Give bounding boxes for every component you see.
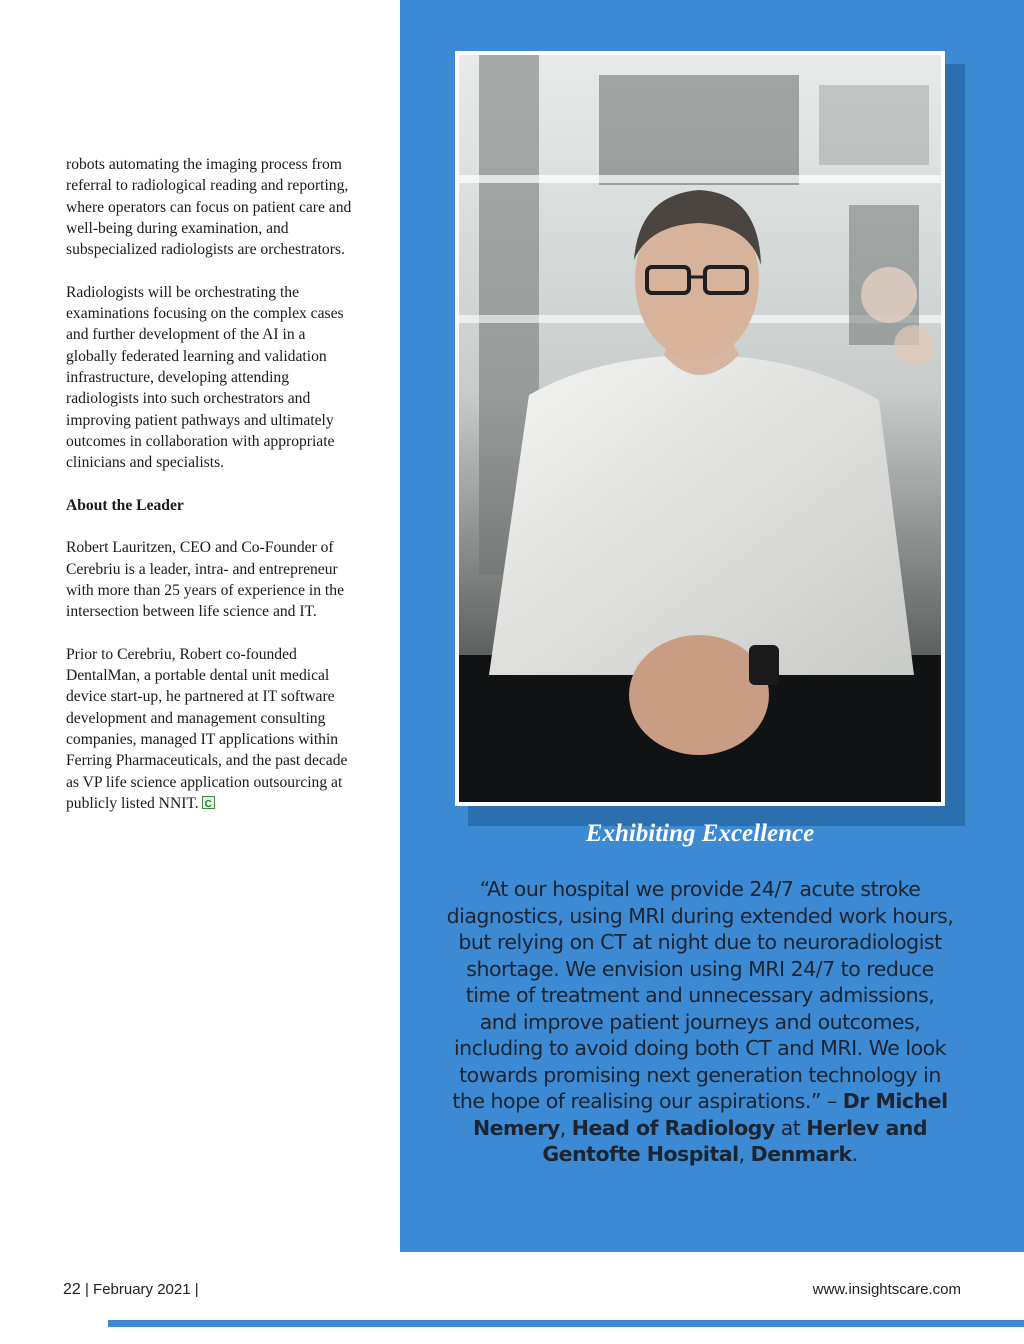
page-number: 22 xyxy=(63,1281,81,1298)
quote-country: Denmark xyxy=(750,1142,852,1166)
end-of-article-icon xyxy=(202,796,215,809)
website-link[interactable]: www.insightscare.com xyxy=(812,1281,961,1298)
footer-bar xyxy=(108,1320,1024,1327)
pull-quote xyxy=(446,876,954,1168)
section-heading: About the Leader xyxy=(66,496,184,514)
sidebar-title: Exhibiting Excellence xyxy=(585,820,815,847)
paragraph: robots automating the imaging process from referral to radiological reading and reporting, where operators can focus on patient care and well-being during examination, and subspecialized radiologists are orchestrators. xyxy=(66,156,352,259)
paragraph: Robert Lauritzen, CEO and Co-Founder of Cerebriu is a leader, intra- and entrepreneur with more than 25 years of experience in the intersection between life science and IT. xyxy=(66,539,344,621)
article-column xyxy=(66,154,358,836)
quote-role: Head of Radiology xyxy=(571,1115,775,1140)
quote-text: “At our hospital we provide 24/7 acute stroke diagnostics, using MRI during extended work hours, but relying on CT at night due to neuroradiologist shortage. We envision using MRI 24/7 to reduce time of treatment and unnecessary admissions, and improve patient journeys and outcomes, including to avoid doing both CT and MRI. We look towards promising next generation technology in the hope of realising our aspirations.” – xyxy=(446,877,954,1113)
footer-page-info xyxy=(63,1281,199,1299)
quote-separator: , xyxy=(559,1115,572,1140)
quote-hospital: Herlev and Gentofte Hospital xyxy=(542,1115,928,1166)
quote-at: at xyxy=(774,1115,807,1140)
portrait-illustration xyxy=(459,55,941,802)
quote-separator: , xyxy=(738,1142,751,1166)
quote-end: . xyxy=(851,1142,858,1166)
portrait-photo xyxy=(459,55,941,802)
portrait-frame xyxy=(455,51,945,806)
quote-speaker: Dr Michel Nemery xyxy=(472,1089,948,1140)
paragraph: Radiologists will be orchestrating the examinations focusing on the complex cases and further development of the AI in a globally federated learning and validation infrastructure, developing attending radiologists into such orchestrators and improving patient pathways and ultimately outcomes in collaboration with appropriate clinicians and specialists. xyxy=(66,283,344,472)
paragraph-text: Prior to Cerebriu, Robert co-founded DentalMan, a portable dental unit medical device start-up, he partnered at IT software development and management consulting companies, managed IT applications within Ferring Pharmaceuticals, and the past decade as VP life science application outsourcing at publicly listed NNIT. xyxy=(66,645,348,812)
issue-date: | February 2021 | xyxy=(80,1281,199,1298)
paragraph xyxy=(66,644,358,814)
